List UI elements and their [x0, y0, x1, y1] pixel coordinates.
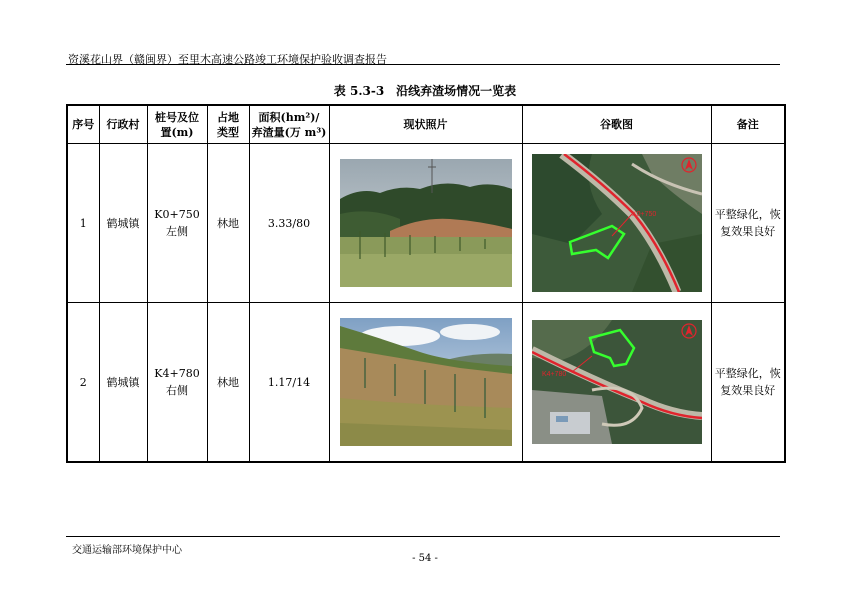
table-header-row — [67, 105, 785, 144]
cell-google-map — [522, 303, 711, 463]
col-header-area — [249, 105, 329, 144]
cell-photo — [329, 144, 522, 303]
col-header-index: 序号 — [67, 105, 99, 144]
satellite-map — [532, 320, 702, 444]
cell-photo — [329, 303, 522, 463]
col-header-village: 行政村 — [99, 105, 147, 144]
spoil-site-table — [66, 104, 786, 463]
remarks-line2: 复效果良好 — [720, 384, 776, 397]
cell-landuse: 林地 — [207, 303, 249, 463]
page-number: - 54 - — [412, 553, 438, 564]
site-photo — [340, 159, 512, 287]
col-header-google-map: 谷歌图 — [522, 105, 711, 144]
col-header-landuse-line2: 类型 — [217, 125, 239, 139]
station-value: K4+780 — [154, 367, 200, 380]
cell-village: 鹤城镇 — [99, 144, 147, 303]
col-header-landuse-line1: 占地 — [217, 110, 239, 124]
table-row — [67, 303, 785, 463]
station-value: K0+750 — [154, 208, 200, 221]
station-side: 右侧 — [166, 384, 188, 397]
cell-index: 1 — [67, 144, 99, 303]
cell-station — [147, 144, 207, 303]
satellite-map — [532, 154, 702, 292]
col-header-remarks: 备注 — [711, 105, 785, 144]
cell-village: 鹤城镇 — [99, 303, 147, 463]
cell-remarks — [711, 144, 785, 303]
cell-area-volume: 1.17/14 — [249, 303, 329, 463]
report-header-title: 资溪花山界（赣闽界）至里木高速公路竣工环境保护验收调查报告 — [68, 53, 387, 66]
col-header-landuse — [207, 105, 249, 144]
col-header-station-line2: 置(m) — [160, 125, 194, 139]
footer-organization: 交通运输部环境保护中心 — [72, 545, 182, 556]
cell-station — [147, 303, 207, 463]
table-caption: 表 5.3-3 沿线弃渣场情况一览表 — [333, 84, 517, 98]
cell-landuse: 林地 — [207, 144, 249, 303]
col-header-photo: 现状照片 — [329, 105, 522, 144]
col-header-station — [147, 105, 207, 144]
table-row — [67, 144, 785, 303]
col-header-station-line1: 桩号及位 — [155, 110, 199, 124]
cell-area-volume: 3.33/80 — [249, 144, 329, 303]
cell-index: 2 — [67, 303, 99, 463]
map-stake-label: K0+750 — [631, 211, 656, 218]
station-side: 左侧 — [166, 225, 188, 238]
remarks-line2: 复效果良好 — [720, 225, 776, 238]
site-photo — [340, 318, 512, 446]
remarks-line1: 平整绿化，恢 — [714, 367, 781, 380]
col-header-area-line1: 面积(hm²)/ — [258, 110, 320, 124]
map-stake-label: K4+780 — [541, 371, 566, 378]
cell-google-map — [522, 144, 711, 303]
footer-divider — [66, 536, 780, 537]
col-header-area-line2: 弃渣量(万 m³) — [251, 125, 327, 139]
cell-remarks — [711, 303, 785, 463]
header-divider — [66, 64, 780, 65]
remarks-line1: 平整绿化，恢 — [714, 208, 781, 221]
